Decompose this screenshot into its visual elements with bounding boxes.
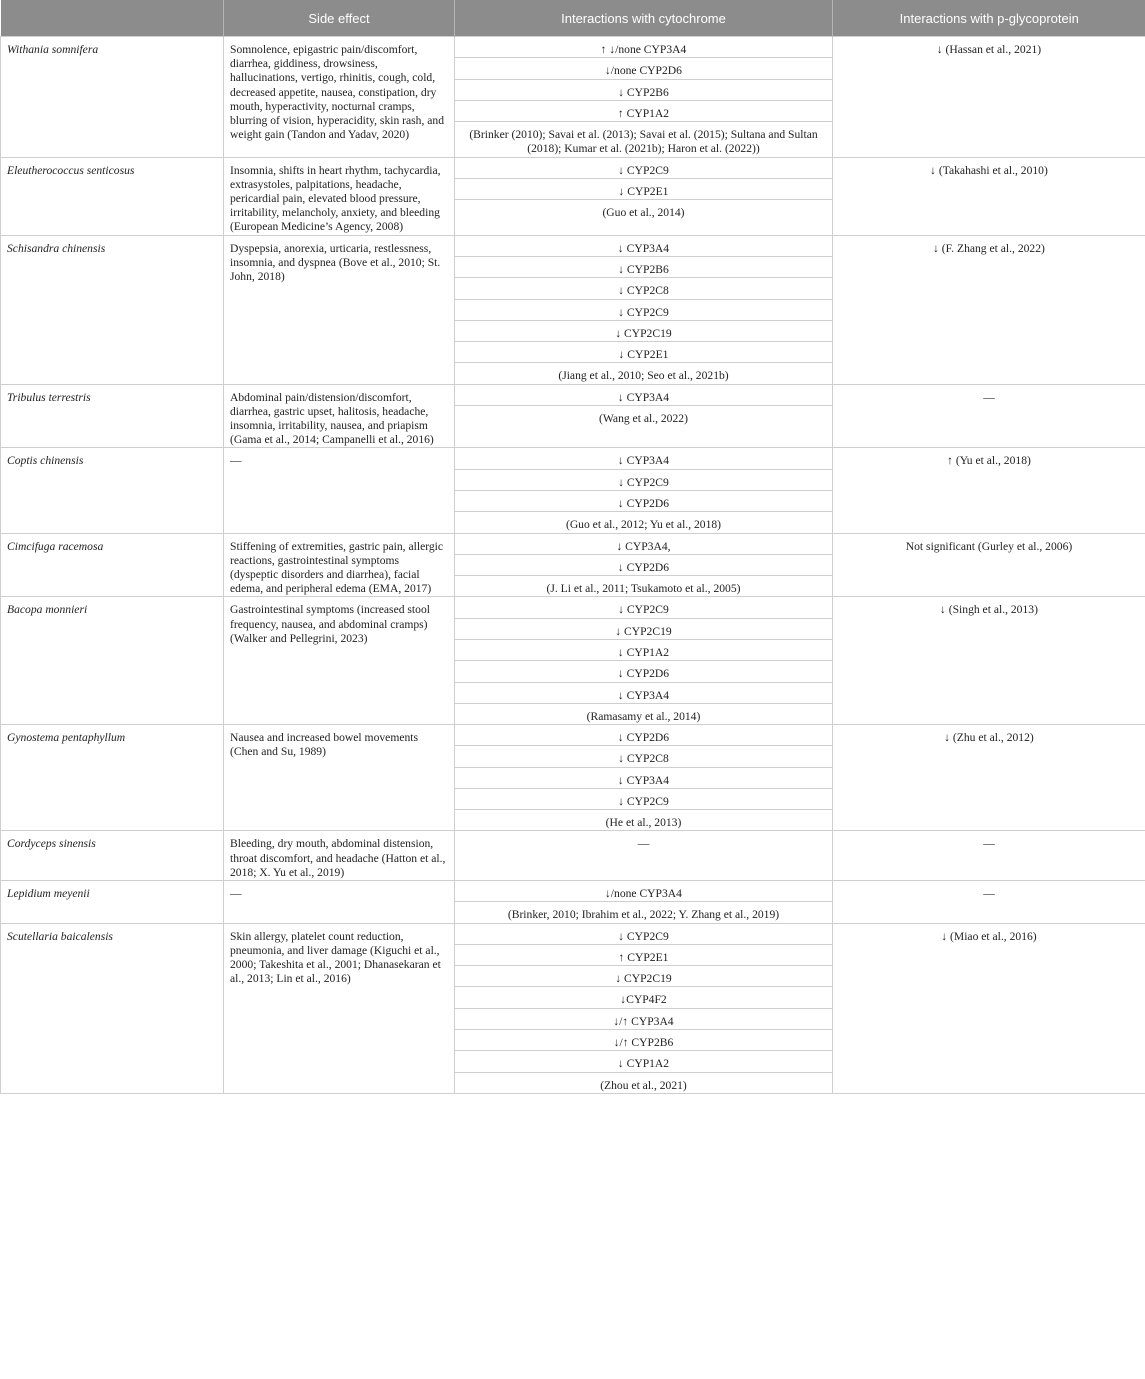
table-header (1, 0, 1145, 37)
cytochrome-interaction-cell: ↓ CYP3A4 (455, 448, 833, 469)
cytochrome-interaction-cell: ↓ CYP1A2 (455, 1051, 833, 1072)
table-body (1, 37, 1145, 1094)
cytochrome-interaction-cell: ↑ CYP2E1 (455, 944, 833, 965)
herb-name-cell: Tribulus terrestris (1, 384, 224, 448)
cytochrome-interaction-cell: ↓ CYP2E1 (455, 178, 833, 199)
table-row (1, 448, 1145, 469)
p-glycoprotein-cell: ↓ (Miao et al., 2016) (833, 923, 1145, 1093)
herb-name-cell: Scutellaria baicalensis (1, 923, 224, 1093)
cytochrome-interaction-cell: ↓ CYP3A4 (455, 682, 833, 703)
herb-name-cell: Withania somnifera (1, 37, 224, 158)
cytochrome-interaction-cell: ↓ CYP2C9 (455, 299, 833, 320)
p-glycoprotein-cell: ↓ (Takahashi et al., 2010) (833, 157, 1145, 235)
cytochrome-interaction-cell: ↓/↑ CYP3A4 (455, 1008, 833, 1029)
side-effect-cell: Nausea and increased bowel movements (Chen and Su, 1989) (224, 725, 455, 831)
side-effect-cell: Gastrointestinal symptoms (increased stool frequency, nausea, and abdominal cramps) (Walker and Pellegrini, 2023) (224, 597, 455, 725)
cytochrome-interaction-cell: ↓ CYP3A4 (455, 384, 833, 405)
side-effect-cell: Abdominal pain/distension/discomfort, diarrhea, gastric upset, halitosis, headache, insomnia, irritability, nausea, and priapism (Gama et al., 2014; Campanelli et al., 2016) (224, 384, 455, 448)
cytochrome-interaction-cell: (J. Li et al., 2011; Tsukamoto et al., 2005) (455, 576, 833, 597)
table-row (1, 384, 1145, 405)
cytochrome-interaction-cell: ↓ CYP2C8 (455, 746, 833, 767)
cytochrome-interaction-cell: ↓ CYP3A4, (455, 533, 833, 554)
side-effect-cell: Bleeding, dry mouth, abdominal distension, throat discomfort, and headache (Hatton et al., 2018; X. Yu et al., 2019) (224, 831, 455, 881)
table-row (1, 725, 1145, 746)
cytochrome-interaction-cell: ↓ CYP2B6 (455, 79, 833, 100)
p-glycoprotein-cell: Not significant (Gurley et al., 2006) (833, 533, 1145, 597)
cytochrome-interaction-cell: ↓ CYP2C9 (455, 923, 833, 944)
herb-name-cell: Gynostema pentaphyllum (1, 725, 224, 831)
cytochrome-interaction-cell: ↓ CYP2C19 (455, 966, 833, 987)
cytochrome-interaction-cell: ↑ CYP1A2 (455, 100, 833, 121)
cytochrome-interaction-cell: ↓ CYP2D6 (455, 491, 833, 512)
cytochrome-interaction-cell: ↓CYP4F2 (455, 987, 833, 1008)
side-effect-cell: — (224, 881, 455, 924)
table-row (1, 831, 1145, 881)
side-effect-cell: — (224, 448, 455, 533)
cytochrome-interaction-cell: (Jiang et al., 2010; Seo et al., 2021b) (455, 363, 833, 384)
cytochrome-interaction-cell: (He et al., 2013) (455, 810, 833, 831)
p-glycoprotein-cell: — (833, 831, 1145, 881)
side-effect-cell: Stiffening of extremities, gastric pain, allergic reactions, gastrointestinal symptoms (dyspeptic disorders and diarrhea), facial edema, and peripheral edema (EMA, 2017) (224, 533, 455, 597)
herb-name-cell: Eleutherococcus senticosus (1, 157, 224, 235)
cytochrome-interaction-cell: ↓ CYP2D6 (455, 661, 833, 682)
p-glycoprotein-cell: ↑ (Yu et al., 2018) (833, 448, 1145, 533)
cytochrome-interaction-cell: ↓ CYP2C9 (455, 469, 833, 490)
herb-name-cell: Cordyceps sinensis (1, 831, 224, 881)
side-effect-cell: Insomnia, shifts in heart rhythm, tachycardia, extrasystoles, palpitations, headache, pericardial pain, elevated blood pressure, irritability, melancholy, anxiety, and bleeding (European Medicine’s Agency, 2008) (224, 157, 455, 235)
p-glycoprotein-cell: ↓ (Zhu et al., 2012) (833, 725, 1145, 831)
cytochrome-interaction-cell: ↓/↑ CYP2B6 (455, 1029, 833, 1050)
header-side-effect: Side effect (224, 0, 455, 37)
side-effect-cell: Somnolence, epigastric pain/discomfort, diarrhea, giddiness, drowsiness, hallucinations, vertigo, rhinitis, cough, cold, decreased appetite, nausea, constipation, dry mouth, hyperactivity, nocturnal cramps, blurring of vision, hyperacidity, skin rash, and weight gain (Tandon and Yadav, 2020) (224, 37, 455, 158)
table-row (1, 235, 1145, 256)
cytochrome-interaction-cell: ↓ CYP2E1 (455, 342, 833, 363)
cytochrome-interaction-cell: ↓ CYP3A4 (455, 235, 833, 256)
p-glycoprotein-cell: ↓ (F. Zhang et al., 2022) (833, 235, 1145, 384)
p-glycoprotein-cell: — (833, 881, 1145, 924)
cytochrome-interaction-cell: (Brinker, 2010; Ibrahim et al., 2022; Y. Zhang et al., 2019) (455, 902, 833, 923)
cytochrome-interaction-cell: ↓ CYP2C19 (455, 618, 833, 639)
header-herb (1, 0, 224, 37)
side-effect-cell: Dyspepsia, anorexia, urticaria, restlessness, insomnia, and dyspnea (Bove et al., 2010; St. John, 2018) (224, 235, 455, 384)
p-glycoprotein-cell: ↓ (Hassan et al., 2021) (833, 37, 1145, 158)
cytochrome-interaction-cell: ↓ CYP2C8 (455, 278, 833, 299)
table-row (1, 597, 1145, 618)
table-row (1, 157, 1145, 178)
cytochrome-interaction-cell: (Zhou et al., 2021) (455, 1072, 833, 1093)
cytochrome-interaction-cell: ↓/none CYP3A4 (455, 881, 833, 902)
cytochrome-interaction-cell: ↓ CYP2C19 (455, 320, 833, 341)
cytochrome-interaction-cell: (Brinker (2010); Savai et al. (2013); Savai et al. (2015); Sultana and Sultan (2018); Kumar et al. (2021b); Haron et al. (2022)) (455, 122, 833, 157)
table-row (1, 881, 1145, 902)
p-glycoprotein-cell: — (833, 384, 1145, 448)
cytochrome-interaction-cell: ↓ CYP2D6 (455, 554, 833, 575)
herb-name-cell: Cimcifuga racemosa (1, 533, 224, 597)
header-p-glycoprotein: Interactions with p-glycoprotein (833, 0, 1145, 37)
side-effect-cell: Skin allergy, platelet count reduction, pneumonia, and liver damage (Kiguchi et al., 2000; Takeshita et al., 2001; Dhanasekaran et al., 2013; Lin et al., 2016) (224, 923, 455, 1093)
cytochrome-interaction-cell: ↓ CYP2C9 (455, 157, 833, 178)
p-glycoprotein-cell: ↓ (Singh et al., 2013) (833, 597, 1145, 725)
header-cytochrome: Interactions with cytochrome (455, 0, 833, 37)
cytochrome-interaction-cell: (Guo et al., 2012; Yu et al., 2018) (455, 512, 833, 533)
cytochrome-interaction-cell: ↓ CYP1A2 (455, 639, 833, 660)
herb-name-cell: Bacopa monnieri (1, 597, 224, 725)
cytochrome-interaction-cell: (Guo et al., 2014) (455, 200, 833, 235)
cytochrome-interaction-cell: — (455, 831, 833, 881)
table-row (1, 37, 1145, 58)
cytochrome-interaction-cell: ↓ CYP2B6 (455, 256, 833, 277)
cytochrome-interaction-cell: ↓ CYP2D6 (455, 725, 833, 746)
herb-name-cell: Schisandra chinensis (1, 235, 224, 384)
cytochrome-interaction-cell: ↑ ↓/none CYP3A4 (455, 37, 833, 58)
table-row (1, 923, 1145, 944)
herb-name-cell: Coptis chinensis (1, 448, 224, 533)
cytochrome-interaction-cell: ↓/none CYP2D6 (455, 58, 833, 79)
cytochrome-interaction-cell: (Wang et al., 2022) (455, 405, 833, 448)
cytochrome-interaction-cell: (Ramasamy et al., 2014) (455, 703, 833, 724)
cytochrome-interaction-cell: ↓ CYP2C9 (455, 597, 833, 618)
table-row (1, 533, 1145, 554)
cytochrome-interaction-cell: ↓ CYP2C9 (455, 788, 833, 809)
herb-name-cell: Lepidium meyenii (1, 881, 224, 924)
cytochrome-interaction-cell: ↓ CYP3A4 (455, 767, 833, 788)
